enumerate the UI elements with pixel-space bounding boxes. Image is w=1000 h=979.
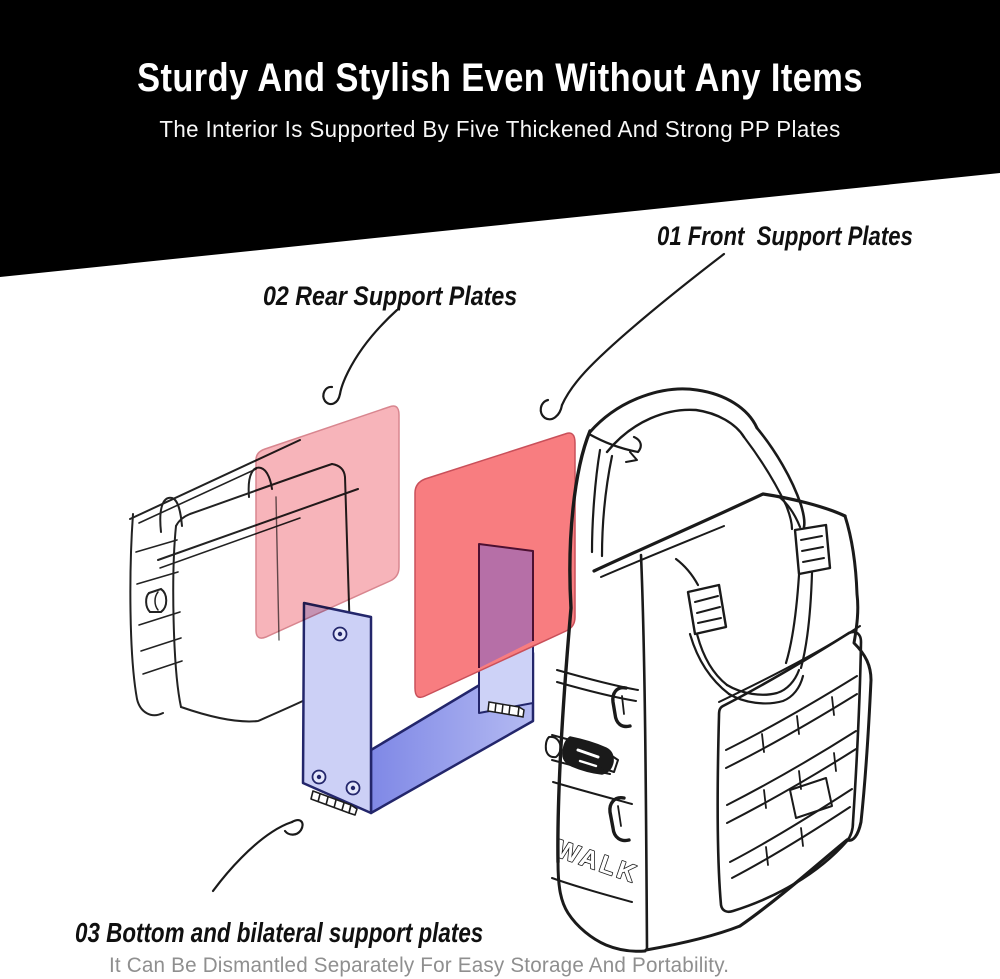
bag-side-text: WALK: [552, 834, 643, 890]
pocket-patch: [790, 778, 832, 818]
caption-text: It Can Be Dismantled Separately For Easy Storage And Portability.: [109, 953, 730, 977]
rear-bag-knob: [146, 589, 166, 612]
arrow-to-bottom-plate: [213, 820, 303, 891]
rear-support-plate: [256, 406, 399, 638]
page-title: Sturdy And Stylish Even Without Any Items: [137, 56, 863, 100]
c-buckle-upper: [613, 688, 630, 727]
rear-plate-label: 02 Rear Support Plates: [263, 281, 518, 311]
bottom-plate-label: 03 Bottom and bilateral support plates: [75, 917, 484, 948]
page-subtitle: The Interior Is Supported By Five Thickened And Strong PP Plates: [159, 116, 841, 142]
arrow-to-rear-plate: [323, 310, 397, 404]
molle-pocket: [718, 626, 861, 912]
strap-buckles: [676, 496, 830, 703]
front-support-plate: [415, 433, 575, 717]
bag-seam: [641, 555, 647, 949]
arrow-to-front-plate: [541, 254, 724, 419]
main-bag-sketch: [546, 389, 871, 951]
bag-top-edge: [594, 494, 845, 571]
front-plate-label: 01 Front Support Plates: [657, 221, 913, 251]
bag-handle: [589, 389, 757, 462]
side-loop: [546, 737, 561, 757]
